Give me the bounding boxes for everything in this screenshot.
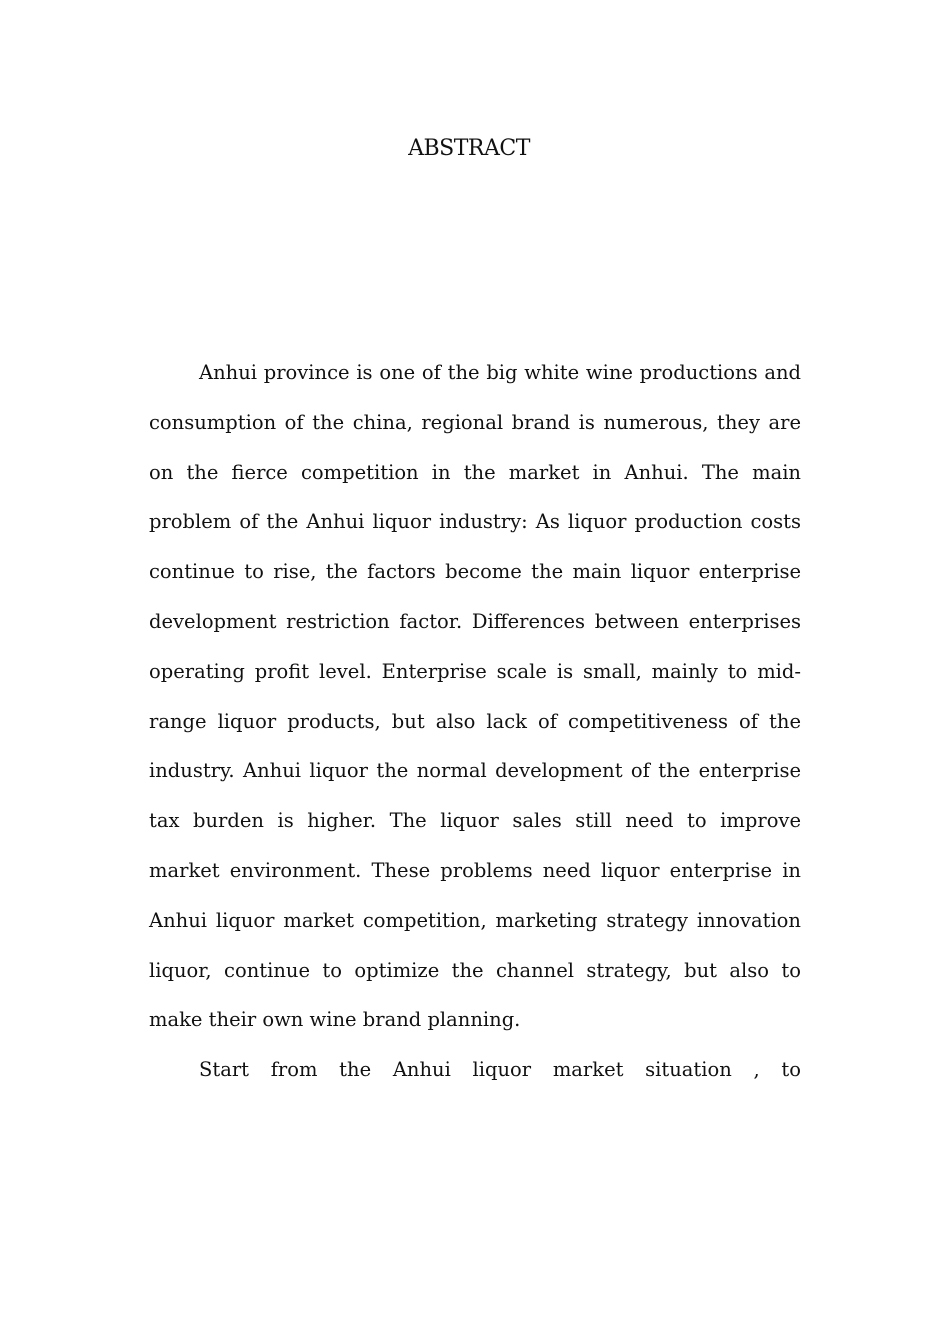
abstract-paragraph-2: Start from the Anhui liquor market situation , to [199, 1058, 801, 1082]
abstract-title: ABSTRACT [408, 136, 530, 161]
abstract-body [149, 348, 801, 1095]
abstract-paragraph-1: Anhui province is one of the big white wine productions and consumption of the china, regional brand is numerous, they are on the fierce competition in the market in Anhui. The main problem of the Anhui liquor industry: As liquor production costs continue to rise, the factors become the main liquor enterprise development restriction factor. Differences between enterprises operating profit level. Enterprise scale is small, mainly to mid-range liquor products, but also lack of competitiveness of the industry. Anhui liquor the normal development of the enterprise tax burden is higher. The liquor sales still need to improve market environment. These problems need liquor enterprise in Anhui liquor market competition, marketing strategy innovation liquor, continue to optimize the channel strategy, but also to make their own wine brand planning. [149, 361, 801, 1032]
